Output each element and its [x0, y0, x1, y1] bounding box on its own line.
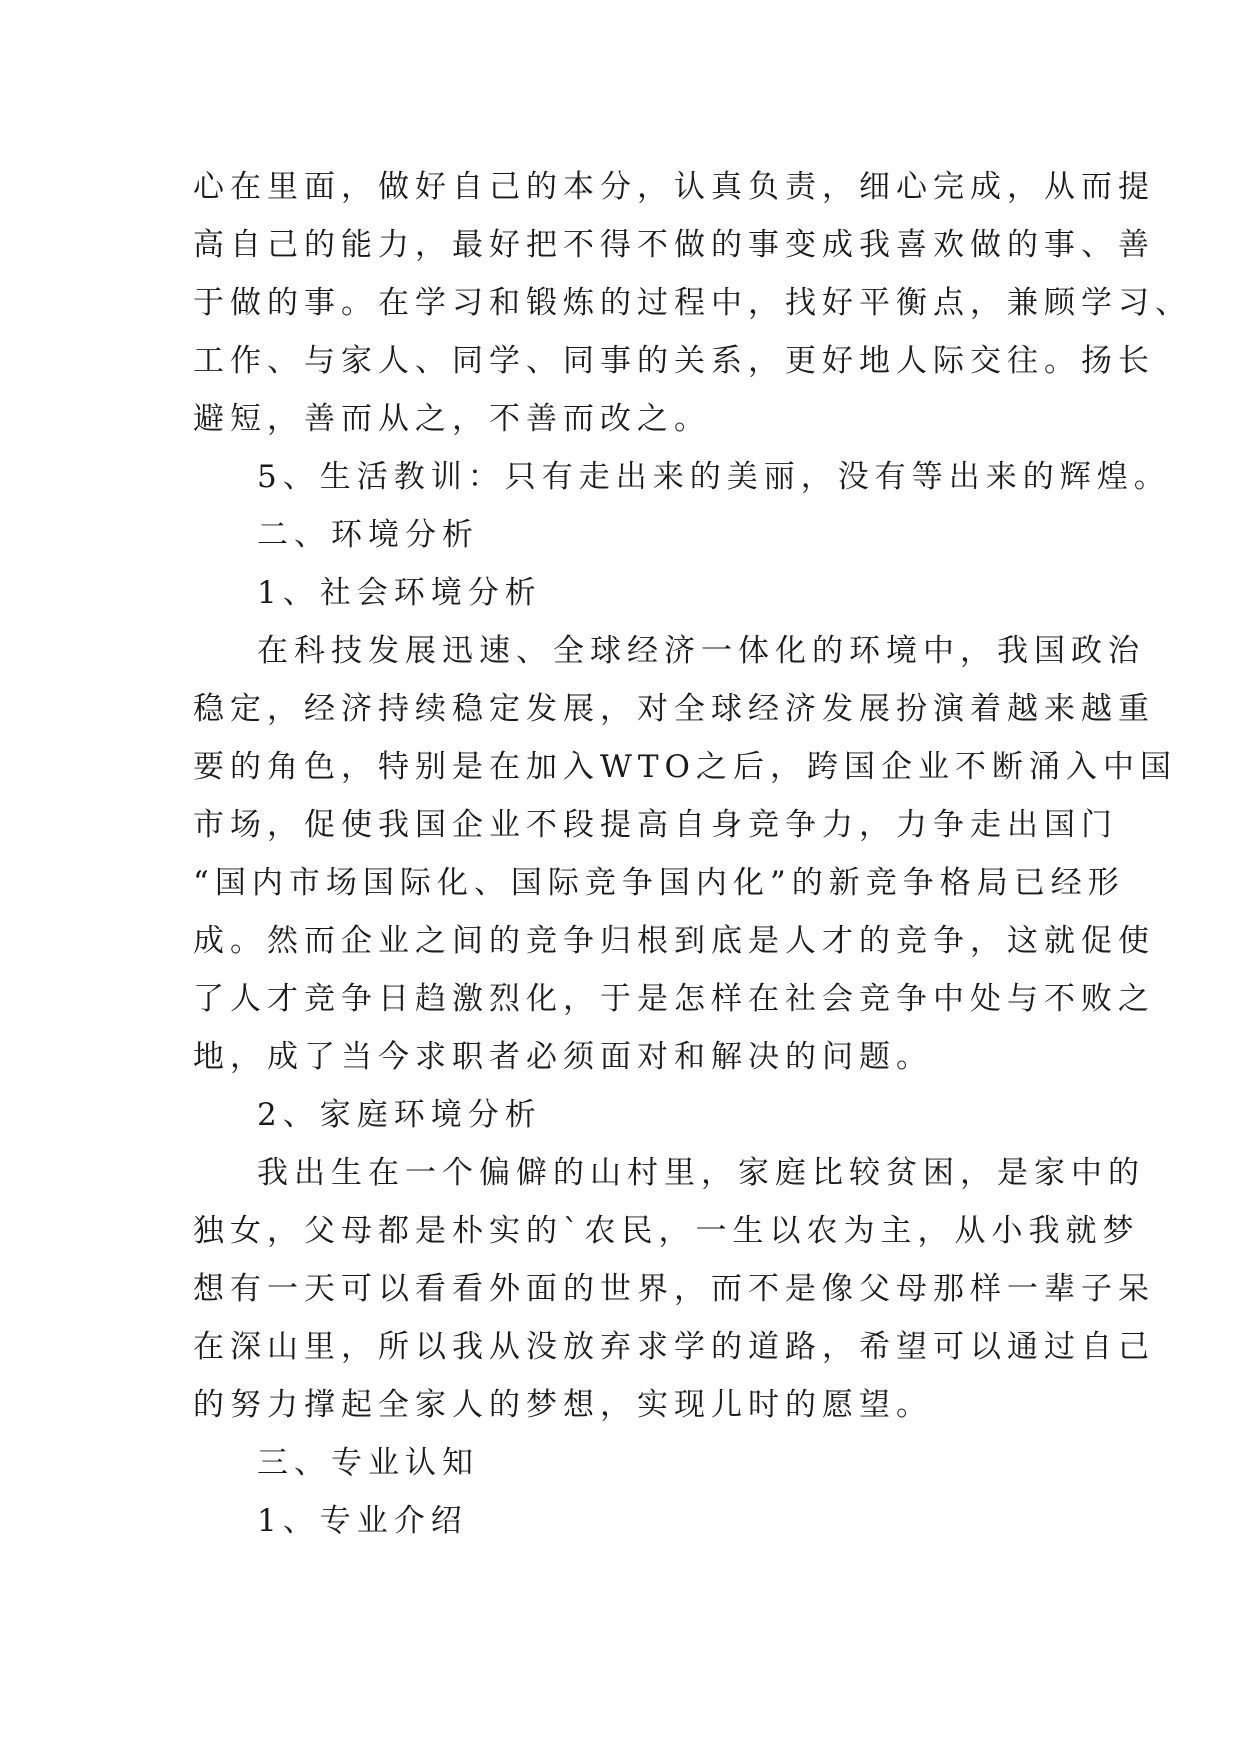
text-line: 于做的事。在学习和锻炼的过程中，找好平衡点，兼顾学习、	[193, 285, 1192, 321]
text-line: 了人才竞争日趋激烈化，于是怎样在社会竞争中处与不败之	[193, 981, 1155, 1017]
text-line: 三、专业认知	[257, 1445, 479, 1481]
text-line: 二、环境分析	[257, 517, 479, 553]
text-line: 我出生在一个偏僻的山村里，家庭比较贫困，是家中的	[257, 1155, 1145, 1191]
text-line: 地，成了当今求职者必须面对和解决的问题。	[193, 1039, 933, 1075]
text-line: 避短，善而从之，不善而改之。	[193, 401, 711, 437]
text-line: 想有一天可以看看外面的世界，而不是像父母那样一辈子呆	[193, 1271, 1155, 1307]
text-line: 稳定，经济持续稳定发展，对全球经济发展扮演着越来越重	[193, 691, 1155, 727]
text-line: 高自己的能力，最好把不得不做的事变成我喜欢做的事、善	[193, 227, 1155, 263]
text-line: 在科技发展迅速、全球经济一体化的环境中，我国政治	[257, 633, 1145, 669]
text-line: 2、家庭环境分析	[257, 1097, 542, 1133]
text-line: 5、生活教训：只有走出来的美丽，没有等出来的辉煌。	[257, 459, 1171, 495]
text-line: “国内市场国际化、国际竞争国内化”的新竞争格局已经形	[193, 865, 1125, 901]
text-line: 要的角色，特别是在加入WTO之后，跨国企业不断涌入中国	[193, 749, 1177, 785]
text-line: 在深山里，所以我从没放弃求学的道路，希望可以通过自己	[193, 1329, 1155, 1365]
text-line: 市场，促使我国企业不段提高自身竞争力，力争走出国门	[193, 807, 1118, 843]
text-line: 1、专业介绍	[257, 1503, 468, 1539]
document-body	[193, 158, 1192, 1550]
text-line: 工作、与家人、同学、同事的关系，更好地人际交往。扬长	[193, 343, 1155, 379]
text-line: 1、社会环境分析	[257, 575, 542, 611]
text-line: 独女，父母都是朴实的`农民，一生以农为主，从小我就梦	[193, 1213, 1140, 1249]
text-line: 的努力撑起全家人的梦想，实现儿时的愿望。	[193, 1387, 933, 1423]
text-line: 成。然而企业之间的竞争归根到底是人才的竞争，这就促使	[193, 923, 1155, 959]
text-line: 心在里面，做好自己的本分，认真负责，细心完成，从而提	[193, 169, 1155, 205]
